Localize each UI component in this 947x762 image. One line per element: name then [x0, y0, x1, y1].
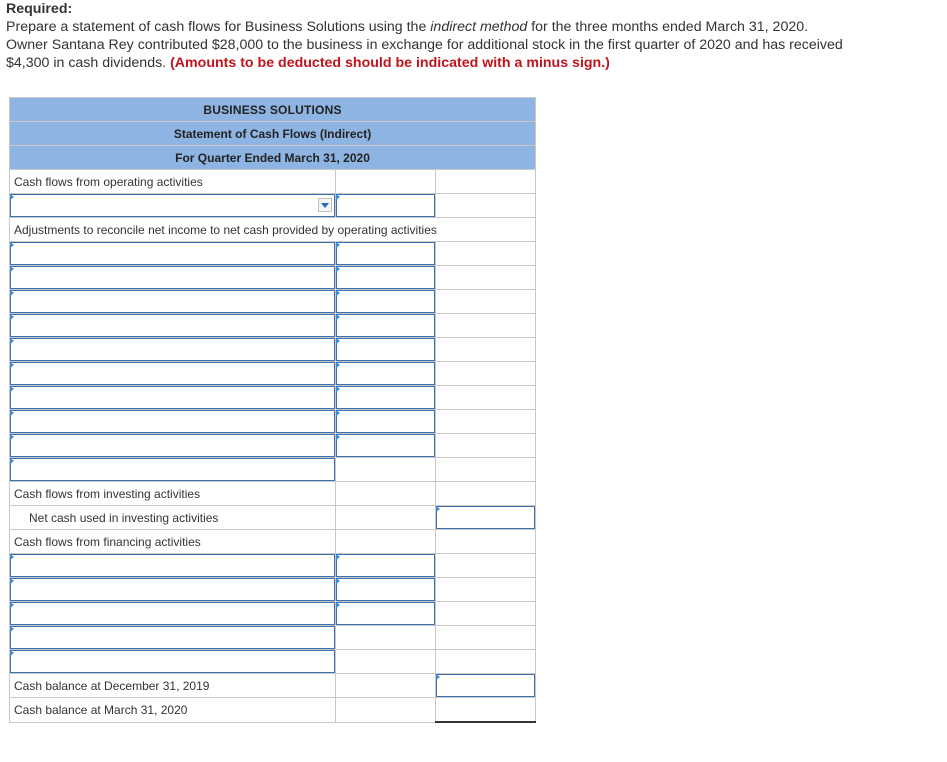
- empty-cell: [436, 482, 536, 506]
- empty-cell: [436, 194, 536, 218]
- empty-cell: [336, 626, 436, 650]
- adjustment-label-input[interactable]: [10, 314, 336, 338]
- cash-balance-dec-label: Cash balance at December 31, 2019: [10, 674, 336, 698]
- net-investing-amount-input[interactable]: [436, 506, 536, 530]
- instruction-line-2: Owner Santana Rey contributed $28,000 to the business in exchange for additional stock in the first quarter of 2020 and has received: [6, 37, 843, 53]
- adjustment-amount-input[interactable]: [336, 410, 436, 434]
- adjustment-amount-input[interactable]: [336, 242, 436, 266]
- adjustment-label-input[interactable]: [10, 434, 336, 458]
- net-change-label-input[interactable]: [10, 650, 336, 674]
- empty-cell: [436, 362, 536, 386]
- empty-cell: [436, 578, 536, 602]
- empty-cell: [436, 386, 536, 410]
- adjustment-amount-input[interactable]: [336, 434, 436, 458]
- adjustment-amount-input[interactable]: [336, 266, 436, 290]
- adjustment-label-input[interactable]: [10, 338, 336, 362]
- financing-total-label-input[interactable]: [10, 626, 336, 650]
- adjustment-label-input[interactable]: [10, 386, 336, 410]
- empty-cell: [336, 482, 436, 506]
- adjustment-label-input[interactable]: [10, 242, 336, 266]
- empty-cell: [336, 506, 436, 530]
- empty-cell: [436, 170, 536, 194]
- empty-cell: [436, 650, 536, 674]
- empty-cell: [436, 410, 536, 434]
- cash-balance-mar-total: [436, 698, 536, 723]
- operating-total-label-input[interactable]: [10, 458, 336, 482]
- required-label: Required:: [6, 1, 73, 17]
- empty-cell: [436, 434, 536, 458]
- instruction-emphasis: indirect method: [430, 19, 528, 35]
- empty-cell: [336, 698, 436, 723]
- empty-cell: [436, 626, 536, 650]
- chevron-down-icon[interactable]: [318, 198, 332, 212]
- minus-sign-warning: (Amounts to be deducted should be indicated with a minus sign.): [170, 55, 610, 71]
- empty-cell: [436, 314, 536, 338]
- financing-label-input[interactable]: [10, 578, 336, 602]
- adjustment-amount-input[interactable]: [336, 290, 436, 314]
- cash-balance-mar-label: Cash balance at March 31, 2020: [10, 698, 336, 723]
- instructions: [6, 0, 946, 72]
- adjustment-label-input[interactable]: [10, 410, 336, 434]
- instruction-line-1: [6, 18, 946, 36]
- operating-activities-header: Cash flows from operating activities: [10, 170, 336, 194]
- empty-cell: [436, 338, 536, 362]
- empty-cell: [436, 290, 536, 314]
- cash-flow-statement: [9, 97, 536, 723]
- financing-amount-input[interactable]: [336, 578, 436, 602]
- statement-period: For Quarter Ended March 31, 2020: [10, 146, 536, 170]
- adjustment-label-input[interactable]: [10, 266, 336, 290]
- adjustment-amount-input[interactable]: [336, 314, 436, 338]
- empty-cell: [336, 170, 436, 194]
- empty-cell: [436, 242, 536, 266]
- financing-amount-input[interactable]: [336, 554, 436, 578]
- instruction-text: for the three months ended March 31, 2020.: [527, 19, 809, 35]
- empty-cell: [336, 530, 436, 554]
- financing-activities-header: Cash flows from financing activities: [10, 530, 336, 554]
- cash-balance-dec-input[interactable]: [436, 674, 536, 698]
- empty-cell: [336, 650, 436, 674]
- adjustment-amount-input[interactable]: [336, 338, 436, 362]
- financing-amount-input[interactable]: [336, 602, 436, 626]
- financing-label-input[interactable]: [10, 602, 336, 626]
- adjustment-amount-input[interactable]: [336, 386, 436, 410]
- net-income-amount-input[interactable]: [336, 194, 436, 218]
- adjustments-label: Adjustments to reconcile net income to net cash provided by operating activities: [10, 218, 536, 242]
- company-name: BUSINESS SOLUTIONS: [10, 98, 536, 122]
- financing-label-input[interactable]: [10, 554, 336, 578]
- empty-cell: [436, 554, 536, 578]
- instruction-line-3: [6, 54, 946, 72]
- empty-cell: [436, 602, 536, 626]
- adjustment-label-input[interactable]: [10, 362, 336, 386]
- investing-activities-header: Cash flows from investing activities: [10, 482, 336, 506]
- empty-cell: [436, 266, 536, 290]
- empty-cell: [436, 530, 536, 554]
- instruction-text: Prepare a statement of cash flows for Business Solutions using the: [6, 19, 431, 35]
- instruction-text: $4,300 in cash dividends.: [6, 55, 171, 71]
- adjustment-label-input[interactable]: [10, 290, 336, 314]
- empty-cell: [336, 458, 436, 482]
- net-investing-label: Net cash used in investing activities: [10, 506, 336, 530]
- empty-cell: [336, 674, 436, 698]
- net-income-select[interactable]: [10, 194, 336, 218]
- empty-cell: [436, 458, 536, 482]
- statement-title: Statement of Cash Flows (Indirect): [10, 122, 536, 146]
- adjustment-amount-input[interactable]: [336, 362, 436, 386]
